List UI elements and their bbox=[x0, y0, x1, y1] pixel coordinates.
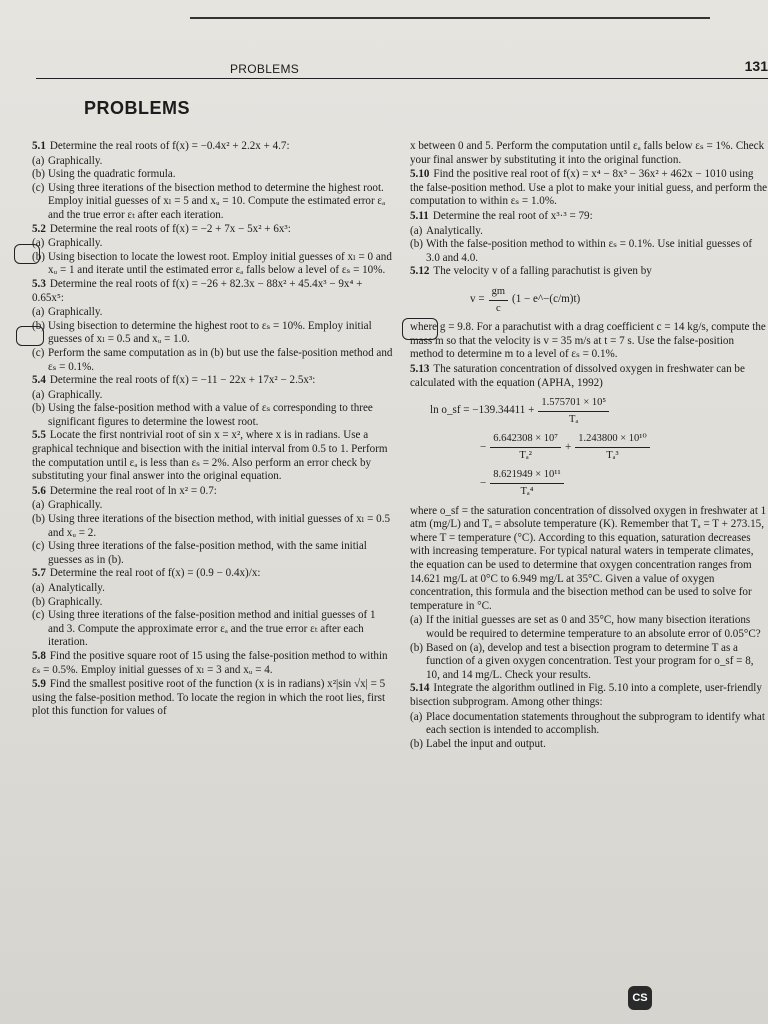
problem-number: 5.8 bbox=[32, 649, 46, 662]
problem-5-1 bbox=[32, 140, 394, 154]
part-label: (c) bbox=[32, 609, 45, 622]
part-text: Graphically. bbox=[48, 154, 103, 167]
problem-part bbox=[32, 582, 394, 596]
problem-text: Find the smallest positive root of the function (x is in radians) x²|sin √x| = 5 using the false-position method. To locate the region in which the root lies, first plot this function for values of bbox=[32, 678, 386, 718]
part-label: (c) bbox=[32, 540, 45, 553]
problem-text: Determine the real roots of f(x) = −2 + 7x − 5x² + 6x³: bbox=[49, 222, 291, 235]
pen-circle-mark bbox=[16, 326, 44, 346]
fraction-denominator: Tₐ³ bbox=[606, 449, 619, 461]
problem-5-8 bbox=[32, 650, 394, 677]
problem-number: 5.11 bbox=[410, 209, 429, 222]
equation-lhs: ln o_sf = −139.34411 + bbox=[430, 404, 535, 417]
problem-text: Find the positive square root of 15 using the false-position method to within εₛ = 0.5%. Employ initial guesses of xₗ = 3 and xᵤ = 4. bbox=[32, 649, 388, 676]
problem-number: 5.6 bbox=[32, 484, 46, 497]
equation-lhs: v = bbox=[470, 293, 485, 306]
part-label: (a) bbox=[32, 388, 45, 401]
problem-part bbox=[32, 155, 394, 169]
pen-circle-mark bbox=[402, 318, 438, 340]
part-label: (a) bbox=[410, 224, 423, 237]
problem-number: 5.12 bbox=[410, 265, 430, 278]
equation-term-2 bbox=[490, 432, 561, 462]
velocity-equation bbox=[470, 285, 768, 315]
problem-5-13-body: where o_sf = the saturation concentration of dissolved oxygen in freshwater at 1 atm (mg/L) and Tₐ = absolute temperature (K). Remember that Tₐ = T + 273.15, where T = temperature (°C). According to this equation, saturation decreases with increasing temperature. For typical natural waters in temperate climates, the equation can be used to determine that oxygen concentration ranges from 14.621 mg/L at 0°C to 6.949 mg/L at 35°C. Given a value of oxygen concentration, this formula and the bisection method can be used to solve for temperature in °C. bbox=[410, 504, 767, 612]
problem-text: The velocity v of a falling parachutist is given by bbox=[433, 265, 652, 278]
fraction-numerator: gm bbox=[489, 285, 508, 301]
part-label: (b) bbox=[32, 168, 45, 181]
running-head: PROBLEMS bbox=[230, 62, 300, 76]
fraction-numerator: 8.621949 × 10¹¹ bbox=[490, 468, 563, 484]
problem-5-2 bbox=[32, 223, 394, 237]
part-label: (a) bbox=[32, 499, 45, 512]
part-text: Graphically. bbox=[48, 237, 103, 250]
oxygen-equation bbox=[430, 396, 768, 499]
fraction-numerator: 1.243800 × 10¹⁰ bbox=[575, 432, 649, 448]
problem-part bbox=[32, 320, 394, 347]
part-label: (b) bbox=[410, 641, 423, 654]
part-text: Graphically. bbox=[48, 306, 103, 319]
problem-5-5 bbox=[32, 429, 394, 483]
fraction-denominator: c bbox=[495, 302, 501, 314]
equation-term-4 bbox=[490, 468, 563, 498]
problem-part bbox=[32, 609, 394, 650]
part-text: Label the input and output. bbox=[426, 737, 546, 750]
problem-5-14-part-b bbox=[410, 738, 768, 752]
problem-5-12 bbox=[410, 265, 768, 279]
part-label: (a) bbox=[410, 710, 423, 723]
part-text: Graphically. bbox=[48, 388, 103, 401]
problem-5-3 bbox=[32, 278, 394, 305]
problem-text: Find the positive real root of f(x) = x⁴ − 8x³ − 36x² + 462x − 1010 using the false-position method. Use a plot to make your initial guess, and perform the computation to within εₛ = 1.0%. bbox=[410, 168, 768, 208]
part-text: Using three iterations of the bisection method, with initial guesses of xₗ = 0.5 and xᵤ = 2. bbox=[48, 513, 391, 539]
fraction-numerator: 1.575701 × 10⁵ bbox=[538, 396, 609, 412]
part-text: Analytically. bbox=[48, 582, 105, 594]
page-number: 131 bbox=[744, 58, 768, 74]
part-text: Based on (a), develop and test a bisection program to determine T as a function of a given oxygen concentration. Test your program for o_sf = 8, 10, and 14 mg/L. Check your results. bbox=[426, 641, 754, 681]
problem-text: Determine the real roots of f(x) = −0.4x² + 2.2x + 4.7: bbox=[49, 140, 290, 152]
problem-5-11 bbox=[410, 210, 768, 224]
part-label: (b) bbox=[410, 238, 423, 251]
problem-5-10 bbox=[410, 168, 768, 209]
problem-text: Determine the real root of f(x) = (0.9 − 0.4x)/x: bbox=[49, 567, 261, 580]
fraction-denominator: Tₐ⁴ bbox=[520, 486, 534, 498]
part-text: Using the quadratic formula. bbox=[48, 168, 176, 181]
problem-text: The saturation concentration of dissolved oxygen in freshwater can be calculated with the equation (APHA, 1992) bbox=[410, 362, 745, 389]
part-label: (a) bbox=[32, 154, 45, 167]
part-text: Using three iterations of the false-position method and initial guesses of 1 and 3. Compute the approximate error εₐ and the true error εₜ after each iteration. bbox=[48, 609, 376, 649]
problem-text: Determine the real roots of f(x) = −11 − 22x + 17x² − 2.5x³: bbox=[49, 374, 316, 387]
minus-sign: − bbox=[480, 476, 487, 489]
equation-line-1 bbox=[430, 396, 768, 426]
part-label: (c) bbox=[32, 346, 45, 359]
equation-term-3 bbox=[575, 432, 649, 462]
fraction-denominator: Tₐ bbox=[569, 413, 579, 425]
top-rule bbox=[190, 17, 710, 19]
equation-term-1 bbox=[538, 396, 609, 426]
problem-number: 5.13 bbox=[410, 362, 430, 375]
part-label: (a) bbox=[32, 237, 45, 250]
problem-number: 5.3 bbox=[32, 277, 46, 290]
part-text: Graphically. bbox=[48, 499, 103, 512]
part-text: If the initial guesses are set as 0 and 35°C, how many bisection iterations would be required to determine temperature to an absolute error of 0.05°C? bbox=[426, 614, 761, 640]
part-label: (c) bbox=[32, 181, 45, 194]
equation-line-3 bbox=[480, 468, 768, 498]
problem-part bbox=[32, 513, 394, 540]
problem-part bbox=[32, 306, 394, 320]
problem-part bbox=[32, 168, 394, 182]
problem-text: Determine the real root of ln x² = 0.7: bbox=[49, 484, 217, 497]
part-label: (b) bbox=[410, 737, 423, 750]
part-label: (a) bbox=[410, 614, 423, 627]
part-text: Using three iterations of the bisection method to determine the highest root. Employ initial guesses of xₗ = 5 and xᵤ = 10. Compute the estimated error εₐ and the true error εₜ after each iteration. bbox=[48, 181, 386, 221]
problem-part bbox=[32, 540, 394, 567]
minus-sign: − bbox=[480, 440, 487, 453]
problem-5-7 bbox=[32, 567, 394, 581]
part-text: Using bisection to locate the lowest root. Employ initial guesses of xₗ = 0 and xᵤ = 1 and iterate until the estimated error εₐ falls below a level of εₛ = 10%. bbox=[48, 250, 392, 277]
problem-part bbox=[32, 596, 394, 610]
problem-part bbox=[32, 389, 394, 403]
problem-part bbox=[32, 237, 394, 251]
problem-part bbox=[32, 251, 394, 278]
part-text: Place documentation statements throughout the subprogram to identify what each section is intended to accomplish. bbox=[426, 710, 765, 737]
equation-fraction bbox=[489, 285, 508, 315]
problem-number: 5.5 bbox=[32, 429, 46, 442]
problem-number: 5.2 bbox=[32, 222, 46, 235]
header-rule bbox=[36, 78, 768, 79]
left-column bbox=[32, 140, 394, 720]
part-label: (b) bbox=[32, 250, 45, 263]
problem-text: Determine the real roots of f(x) = −26 + 82.3x − 88x² + 45.4x³ − 9x⁴ + 0.65x⁵: bbox=[32, 277, 363, 304]
problem-number: 5.10 bbox=[410, 168, 430, 181]
right-column bbox=[410, 140, 768, 751]
problem-part bbox=[32, 182, 394, 223]
problem-part bbox=[32, 347, 394, 374]
problem-5-13 bbox=[410, 363, 768, 390]
problem-5-9-continued: x between 0 and 5. Perform the computation until εₐ falls below εₛ = 1%. Check your final answer by substituting it into the original function. bbox=[410, 140, 765, 166]
part-label: (b) bbox=[32, 319, 45, 332]
fraction-numerator: 6.642308 × 10⁷ bbox=[490, 432, 561, 448]
problem-5-11-part-b bbox=[410, 238, 768, 265]
equation-line-2 bbox=[480, 432, 768, 462]
part-text: With the false-position method to within εₛ = 0.1%. Use initial guesses of 3.0 and 4.0. bbox=[426, 238, 753, 264]
problem-text: Determine the real root of x³·³ = 79: bbox=[432, 209, 593, 222]
part-label: (b) bbox=[32, 595, 45, 608]
problem-part bbox=[32, 499, 394, 513]
part-text: Using three iterations of the false-position method, with the same initial guesses as in (b). bbox=[48, 540, 367, 566]
problem-5-14 bbox=[410, 682, 768, 709]
pen-circle-mark bbox=[14, 244, 40, 264]
problem-5-11-part-a bbox=[410, 225, 768, 239]
problem-5-13-part-b bbox=[410, 642, 768, 683]
part-label: (a) bbox=[32, 306, 45, 319]
problem-number: 5.14 bbox=[410, 682, 430, 695]
problem-5-14-part-a bbox=[410, 711, 768, 738]
problem-part bbox=[32, 402, 394, 429]
problem-number: 5.4 bbox=[32, 374, 46, 387]
part-text: Analytically. bbox=[426, 224, 483, 237]
fraction-denominator: Tₐ² bbox=[519, 449, 532, 461]
problem-5-13-part-a bbox=[410, 614, 768, 641]
part-label: (b) bbox=[32, 513, 45, 526]
problem-text: Integrate the algorithm outlined in Fig. 5.10 into a complete, user-friendly bisection subprogram. Among other things: bbox=[410, 682, 762, 708]
problem-5-6 bbox=[32, 485, 394, 499]
problem-text: Locate the first nontrivial root of sin x = x², where x is in radians. Use a graphical technique and bisection with the initial interval from 0.5 to 1. Perform the computation until εₐ is less than εₛ = 2%. Also perform an error check by substituting your final answer into the original equation. bbox=[32, 429, 388, 483]
plus-sign: + bbox=[564, 440, 572, 453]
problem-number: 5.1 bbox=[32, 140, 46, 152]
problem-5-4 bbox=[32, 374, 394, 388]
section-title: PROBLEMS bbox=[84, 98, 191, 118]
part-label: (b) bbox=[32, 402, 45, 415]
part-label: (a) bbox=[32, 582, 45, 594]
part-text: Perform the same computation as in (b) but use the false-position method and εₛ = 0.1%. bbox=[48, 346, 393, 373]
part-text: Graphically. bbox=[48, 595, 103, 608]
problem-number: 5.7 bbox=[32, 567, 46, 580]
part-text: Using bisection to determine the highest root to εₛ = 10%. Employ initial guesses of xₗ = 0.5 and xᵤ = 1.0. bbox=[48, 319, 372, 346]
camscanner-logo: CS bbox=[628, 986, 652, 1010]
problem-5-9 bbox=[32, 678, 394, 719]
equation-rest: (1 − e^−(c/m)t) bbox=[512, 293, 581, 306]
part-text: Using the false-position method with a value of εₛ corresponding to three significant figures to determine the lowest root. bbox=[48, 402, 373, 428]
problem-5-12-body: where g = 9.8. For a parachutist with a drag coefficient c = 14 kg/s, compute the mass m so that the velocity is v = 35 m/s at t = 7 s. Use the false-position method to determine m to a level of εₛ = 0.1%. bbox=[410, 321, 766, 361]
problem-number: 5.9 bbox=[32, 678, 46, 691]
